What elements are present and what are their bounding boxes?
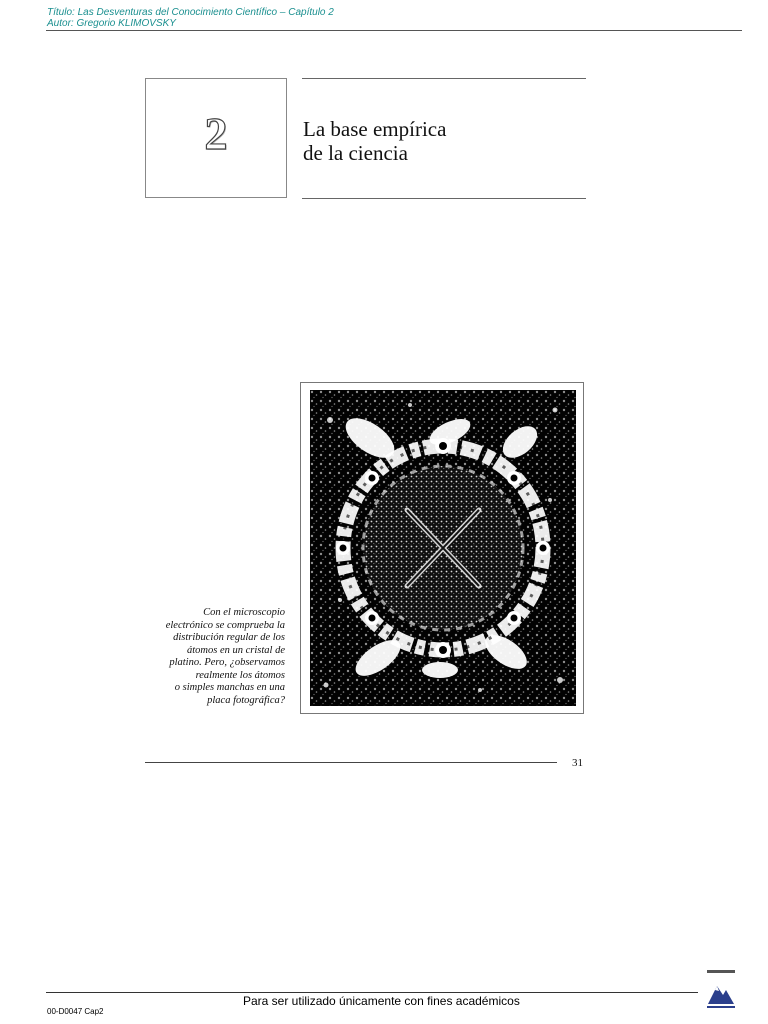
figure-frame bbox=[300, 382, 584, 714]
caption-line: átomos en un cristal de bbox=[187, 644, 285, 656]
caption-line: distribución regular de los bbox=[173, 632, 285, 643]
bottom-divider bbox=[46, 992, 698, 993]
chapter-number: 2 bbox=[204, 108, 228, 159]
caption-line: placa fotográfica? bbox=[207, 694, 285, 706]
academic-use-notice: Para ser utilizado únicamente con fines académicos bbox=[243, 994, 520, 1008]
title-top-rule bbox=[302, 78, 586, 79]
document-title-header: Título: Las Desventuras del Conocimiento Científico – Capítulo 2 bbox=[47, 7, 334, 18]
publisher-logo bbox=[706, 968, 736, 1012]
page-footer-rule bbox=[145, 762, 557, 763]
document-code: 00-D0047 Cap2 bbox=[47, 1007, 104, 1016]
chapter-number-box bbox=[145, 78, 287, 198]
caption-line: realmente los átomos bbox=[195, 669, 285, 681]
caption-line: o simples manchas en una bbox=[174, 682, 285, 693]
electron-microscope-image bbox=[310, 390, 576, 706]
caption-line: platino. Pero, ¿observamos bbox=[169, 657, 285, 668]
caption-line: Con el microscopio bbox=[203, 607, 285, 618]
chapter-title-line-2: de la ciencia bbox=[303, 141, 408, 165]
title-bottom-rule bbox=[302, 198, 586, 199]
chapter-title bbox=[303, 117, 446, 165]
figure-caption bbox=[140, 607, 285, 707]
header-divider bbox=[46, 30, 742, 31]
caption-line: electrónico se comprueba la bbox=[165, 619, 285, 631]
document-author-header: Autor: Gregorio KLIMOVSKY bbox=[47, 18, 176, 29]
chapter-title-line-1: La base empírica bbox=[303, 117, 447, 141]
page-number: 31 bbox=[572, 757, 583, 769]
